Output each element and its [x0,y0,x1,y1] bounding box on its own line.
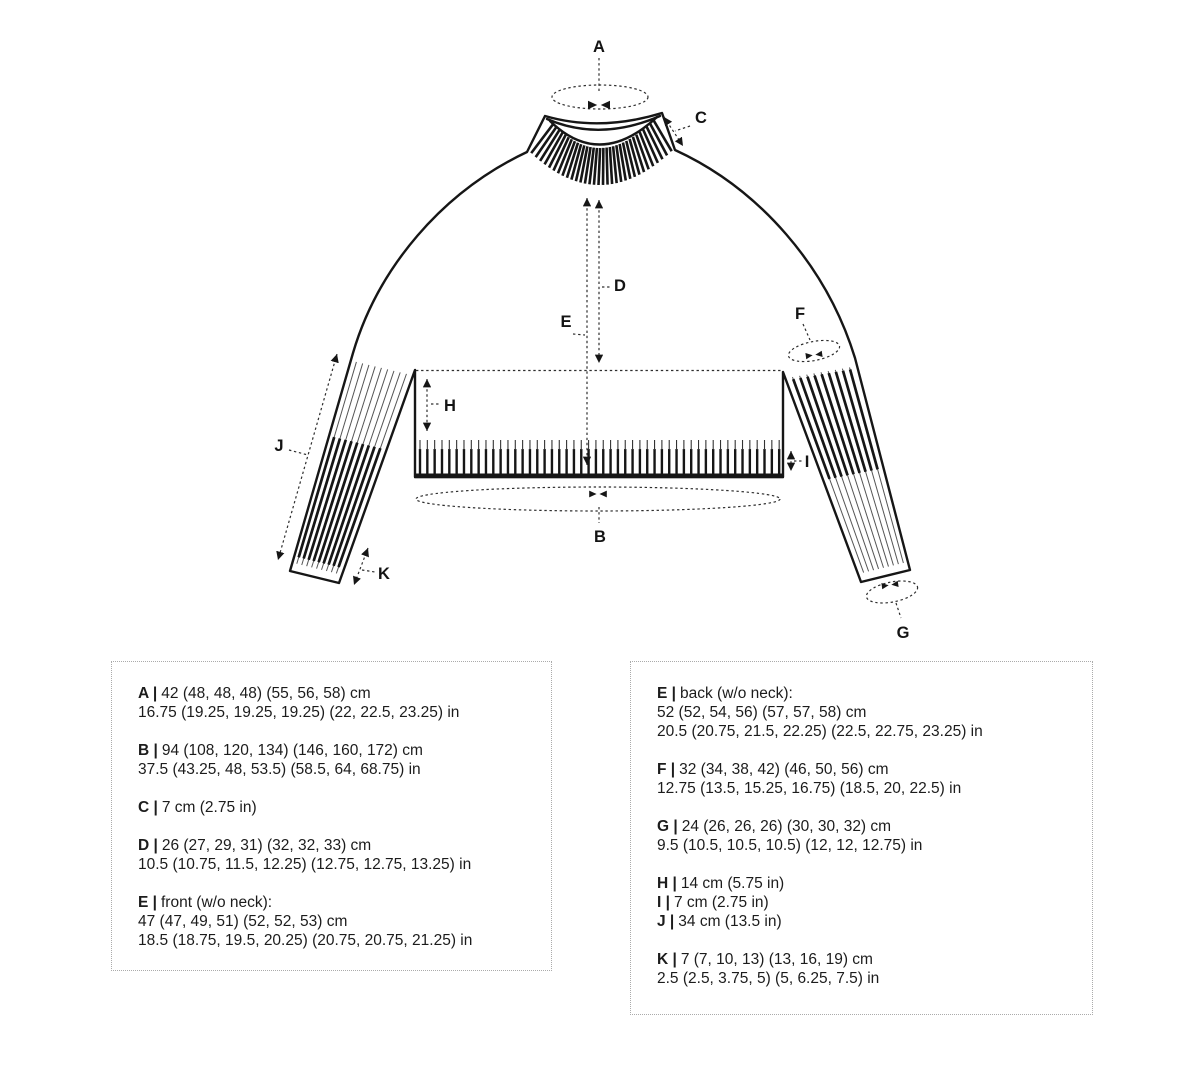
legend-line [138,931,541,950]
arrow-k [354,548,368,585]
legend-text: 42 (48, 48, 48) (55, 56, 58) cm [161,685,371,702]
legend-text: 7 cm (2.75 in) [673,894,769,911]
leader-j [289,450,308,455]
legend-key: J | [657,913,675,930]
legend-line [657,950,1082,969]
legend-line [657,969,1082,988]
legend-text: 34 cm (13.5 in) [678,913,782,930]
legend-line [657,836,1082,855]
legend-paragraph [657,874,1082,931]
leader-c [675,126,690,131]
legend-key: G | [657,818,678,835]
legend-line [138,798,541,817]
legend-paragraph [138,798,541,817]
measure-hem-rib-height [791,451,809,471]
legend-paragraph [138,836,541,874]
measure-cuff-circumference [865,577,920,642]
measure-label-j: J [274,437,284,455]
cuff-ellipse [865,577,920,607]
legend-text: 32 (34, 38, 42) (46, 50, 56) cm [679,761,889,778]
measure-label-d: D [614,277,626,295]
leader-k [362,570,375,572]
measure-label-h: H [444,397,456,415]
measure-body-circumference [416,487,780,546]
body-circumference-ellipse [416,487,780,511]
measure-label-b: B [594,528,606,546]
legend-text: 9.5 (10.5, 10.5, 10.5) (12, 12, 12.75) in [657,837,923,854]
legend-line [138,912,541,931]
legend-paragraph [138,741,541,779]
legend-key: E | [138,894,157,911]
legend-text: 2.5 (2.5, 3.75, 5) (5, 6.25, 7.5) in [657,970,880,987]
legend-text: 7 cm (2.75 in) [161,799,257,816]
legend-text: 7 (7, 10, 13) (13, 16, 19) cm [680,951,873,968]
legend-key: A | [138,685,158,702]
legend-line [657,703,1082,722]
measure-label-f: F [794,305,806,323]
measure-label-a: A [593,38,605,56]
legend-text: 12.75 (13.5, 15.25, 16.75) (18.5, 20, 22.5) in [657,780,962,797]
legend-text: 52 (52, 54, 56) (57, 57, 58) cm [657,704,867,721]
measure-label-g: G [896,624,910,642]
width-marker-b [589,491,607,498]
legend-key: K | [657,951,677,968]
width-marker-a [588,101,610,109]
legend-line [138,684,541,703]
measure-label-i: I [804,453,810,471]
legend-paragraph [138,893,541,950]
measurements-legend-left [111,661,552,971]
legend-key: B | [138,742,158,759]
legend-key: F | [657,761,676,778]
legend-text: 94 (108, 120, 134) (146, 160, 172) cm [161,742,423,759]
legend-text: 26 (27, 29, 31) (32, 32, 33) cm [161,837,372,854]
sweater-outline [290,113,910,583]
legend-paragraph [657,684,1082,741]
legend-paragraph [657,817,1082,855]
legend-text: 37.5 (43.25, 48, 53.5) (58.5, 64, 68.75) in [138,761,421,778]
legend-text: 14 cm (5.75 in) [680,875,785,892]
legend-key: H | [657,875,677,892]
legend-text: front (w/o neck): [160,894,273,911]
rib-line [598,148,600,185]
measurements-legend-right [630,661,1093,1015]
legend-line [657,874,1082,893]
legend-paragraph [657,760,1082,798]
neck-circumference-ellipse [552,85,648,109]
legend-line [138,703,541,722]
measure-label-c: C [695,109,707,127]
legend-text: back (w/o neck): [679,685,793,702]
legend-line [657,912,1082,931]
legend-line [657,893,1082,912]
measure-label-e: E [560,313,572,331]
legend-line [657,722,1082,741]
legend-line [657,684,1082,703]
legend-line [657,779,1082,798]
legend-key: I | [657,894,670,911]
measure-cuff-rib-height [354,548,390,585]
legend-text: 18.5 (18.75, 19.5, 20.25) (20.75, 20.75, 21.25) in [138,932,473,949]
legend-line [138,760,541,779]
legend-key: C | [138,799,158,816]
leader-g [896,603,901,618]
legend-text: 24 (26, 26, 26) (30, 30, 32) cm [681,818,892,835]
legend-paragraph [138,684,541,722]
measure-neck-circumference [552,38,648,109]
legend-text: 47 (47, 49, 51) (52, 52, 53) cm [138,913,348,930]
measure-label-k: K [378,565,390,583]
legend-line [138,741,541,760]
legend-line [138,893,541,912]
legend-text: 20.5 (20.75, 21.5, 22.25) (22.5, 22.75, 23.25) in [657,723,983,740]
legend-text: 10.5 (10.75, 11.5, 12.25) (12.75, 12.75, 13.25) in [138,856,472,873]
legend-paragraph [657,950,1082,988]
legend-key: D | [138,837,158,854]
legend-key: E | [657,685,676,702]
legend-line [138,836,541,855]
legend-line [657,760,1082,779]
legend-line [657,817,1082,836]
legend-text: 16.75 (19.25, 19.25, 19.25) (22, 22.5, 23.25) in [138,704,460,721]
rib-line [607,148,608,185]
legend-line [138,855,541,874]
